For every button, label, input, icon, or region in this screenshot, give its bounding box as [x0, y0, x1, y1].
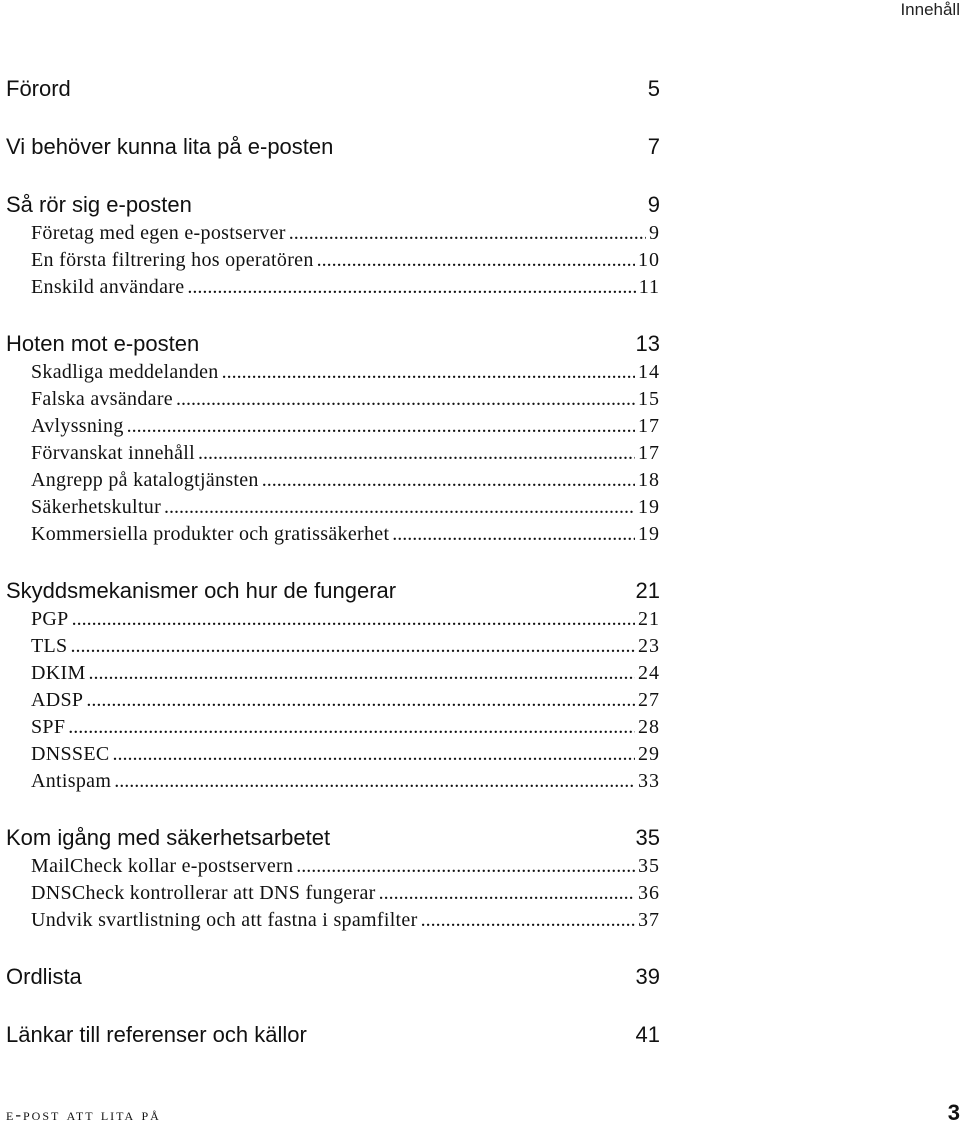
section-page-number: 11 — [638, 276, 660, 298]
dot-leader — [296, 853, 635, 880]
section-page-number: 14 — [638, 361, 660, 383]
toc-section — [6, 467, 660, 494]
toc-chapter — [6, 823, 660, 853]
toc-section — [6, 220, 660, 247]
toc-section — [6, 247, 660, 274]
dot-leader — [187, 274, 635, 301]
toc-chapter — [6, 962, 660, 992]
section-title: Avlyssning — [31, 415, 124, 437]
chapter-spacer — [6, 548, 660, 576]
table-of-contents — [6, 74, 660, 1050]
section-page-number: 37 — [638, 909, 660, 931]
chapter-page-number: 5 — [647, 76, 660, 101]
section-title: DNSSEC — [31, 743, 110, 765]
toc-chapter — [6, 329, 660, 359]
dot-leader — [72, 606, 635, 633]
chapter-title: Förord — [6, 76, 71, 101]
dot-leader — [70, 633, 635, 660]
toc-section — [6, 853, 660, 880]
section-page-number: 35 — [638, 855, 660, 877]
section-title: DKIM — [31, 662, 86, 684]
section-title: Enskild användare — [31, 276, 185, 298]
toc-section — [6, 274, 660, 301]
chapter-spacer — [6, 104, 660, 132]
section-page-number: 9 — [649, 222, 660, 244]
dot-leader — [113, 741, 636, 768]
toc-section — [6, 359, 660, 386]
dot-leader — [127, 413, 635, 440]
chapter-title: Länkar till referenser och källor — [6, 1022, 307, 1047]
toc-chapter — [6, 576, 660, 606]
section-page-number: 36 — [638, 882, 660, 904]
chapter-page-number: 41 — [635, 1022, 660, 1047]
toc-section — [6, 660, 660, 687]
chapter-title: Vi behöver kunna lita på e-posten — [6, 134, 334, 159]
chapter-spacer — [6, 795, 660, 823]
section-page-number: 27 — [638, 689, 660, 711]
section-title: Angrepp på katalogtjänsten — [31, 469, 259, 491]
chapter-spacer — [6, 934, 660, 962]
dot-leader — [89, 660, 635, 687]
toc-section — [6, 386, 660, 413]
section-page-number: 23 — [638, 635, 660, 657]
toc-section — [6, 768, 660, 795]
toc-section — [6, 687, 660, 714]
chapter-spacer — [6, 301, 660, 329]
chapter-title: Ordlista — [6, 964, 82, 989]
section-page-number: 10 — [638, 249, 660, 271]
section-title: PGP — [31, 608, 69, 630]
dot-leader — [392, 521, 635, 548]
section-title: Skadliga meddelanden — [31, 361, 219, 383]
toc-section — [6, 633, 660, 660]
chapter-title: Hoten mot e-posten — [6, 331, 200, 356]
section-page-number: 18 — [638, 469, 660, 491]
section-title: Kommersiella produkter och gratissäkerhet — [31, 523, 390, 545]
section-title: Falska avsändare — [31, 388, 173, 410]
section-title: Säkerhetskultur — [31, 496, 162, 518]
toc-section — [6, 606, 660, 633]
section-page-number: 19 — [638, 523, 660, 545]
chapter-title: Så rör sig e-posten — [6, 192, 192, 217]
toc-chapter — [6, 74, 660, 104]
section-title: Förvanskat innehåll — [31, 442, 196, 464]
section-page-number: 33 — [638, 770, 660, 792]
section-title: MailCheck kollar e-postservern — [31, 855, 294, 877]
toc-section — [6, 494, 660, 521]
page-footer — [6, 1100, 960, 1126]
dot-leader — [86, 687, 635, 714]
section-page-number: 17 — [638, 442, 660, 464]
section-title: Företag med egen e-postserver — [31, 222, 286, 244]
toc-section — [6, 907, 660, 934]
section-title: DNSCheck kontrollerar att DNS fungerar — [31, 882, 376, 904]
section-page-number: 15 — [638, 388, 660, 410]
section-title: Antispam — [31, 770, 112, 792]
section-page-number: 19 — [638, 496, 660, 518]
chapter-spacer — [6, 162, 660, 190]
chapter-page-number: 35 — [635, 825, 660, 850]
section-page-number: 28 — [638, 716, 660, 738]
dot-leader — [114, 768, 635, 795]
footer-page-number: 3 — [947, 1100, 960, 1125]
toc-section — [6, 521, 660, 548]
chapter-title: Kom igång med säkerhetsarbetet — [6, 825, 331, 850]
section-page-number: 24 — [638, 662, 660, 684]
dot-leader — [164, 494, 635, 521]
toc-chapter — [6, 190, 660, 220]
section-page-number: 29 — [638, 743, 660, 765]
toc-section — [6, 440, 660, 467]
dot-leader — [198, 440, 635, 467]
chapter-page-number: 13 — [635, 331, 660, 356]
chapter-title: Skyddsmekanismer och hur de fungerar — [6, 578, 397, 603]
dot-leader — [379, 880, 635, 907]
section-title: Undvik svartlistning och att fastna i spamfilter — [31, 909, 418, 931]
footer-book-title: e-post att lita på — [6, 1105, 161, 1124]
dot-leader — [68, 714, 635, 741]
dot-leader — [222, 359, 635, 386]
dot-leader — [421, 907, 635, 934]
chapter-page-number: 9 — [647, 192, 660, 217]
toc-chapter — [6, 1020, 660, 1050]
toc-section — [6, 741, 660, 768]
section-title: SPF — [31, 716, 66, 738]
toc-chapter — [6, 132, 660, 162]
section-page-number: 17 — [638, 415, 660, 437]
dot-leader — [317, 247, 635, 274]
dot-leader — [289, 220, 646, 247]
chapter-page-number: 7 — [647, 134, 660, 159]
section-title: TLS — [31, 635, 68, 657]
toc-section — [6, 880, 660, 907]
chapter-page-number: 21 — [635, 578, 660, 603]
chapter-spacer — [6, 992, 660, 1020]
dot-leader — [262, 467, 635, 494]
toc-section — [6, 714, 660, 741]
section-page-number: 21 — [638, 608, 660, 630]
toc-section — [6, 413, 660, 440]
running-header: Innehåll — [900, 0, 960, 19]
dot-leader — [176, 386, 635, 413]
section-title: ADSP — [31, 689, 84, 711]
section-title: En första filtrering hos operatören — [31, 249, 314, 271]
chapter-page-number: 39 — [635, 964, 660, 989]
